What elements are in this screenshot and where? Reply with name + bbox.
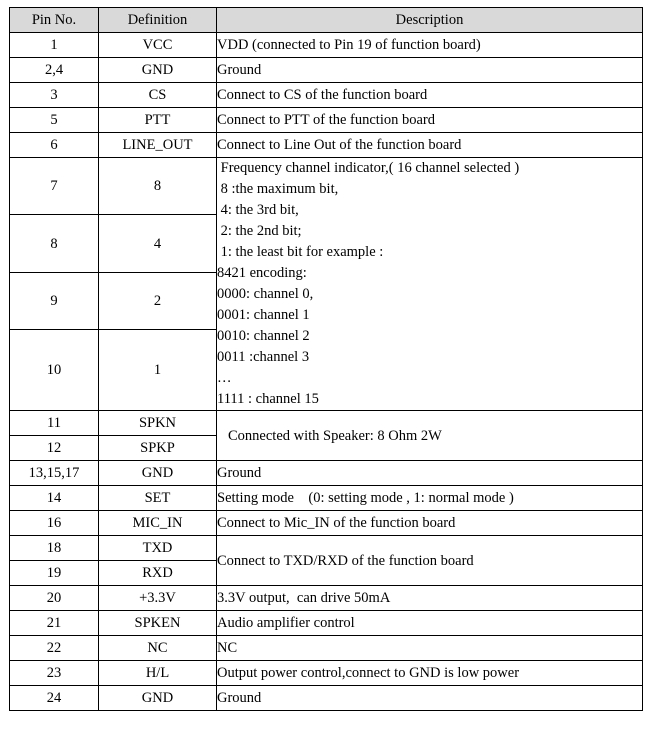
pin-description: Ground <box>217 686 643 711</box>
pin-description: Connect to PTT of the function board <box>217 108 643 133</box>
pin-number: 10 <box>10 330 99 411</box>
pin-number: 23 <box>10 661 99 686</box>
table-row <box>10 158 643 215</box>
freq-line: 8421 encoding: <box>217 265 307 281</box>
pin-description: VDD (connected to Pin 19 of function board) <box>217 33 643 58</box>
pin-number: 1 <box>10 33 99 58</box>
freq-line: … <box>217 370 232 386</box>
pin-definition: RXD <box>99 561 217 586</box>
freq-line: 2: the 2nd bit; <box>217 223 302 239</box>
speaker-description: Connected with Speaker: 8 Ohm 2W <box>217 411 643 461</box>
pin-definition: TXD <box>99 536 217 561</box>
pin-description: Ground <box>217 58 643 83</box>
pin-description: Connect to Mic_IN of the function board <box>217 511 643 536</box>
pin-description: Connect to CS of the function board <box>217 83 643 108</box>
freq-line: 0010: channel 2 <box>217 328 310 344</box>
freq-line: 8 :the maximum bit, <box>217 181 339 197</box>
pin-definition: GND <box>99 461 217 486</box>
pin-number: 16 <box>10 511 99 536</box>
table-row <box>10 661 643 686</box>
frequency-channel-description <box>217 158 643 411</box>
pin-description: Connect to Line Out of the function board <box>217 133 643 158</box>
freq-line: 1: the least bit for example : <box>217 244 384 260</box>
pin-definition: 8 <box>99 158 217 215</box>
pin-definition: SPKP <box>99 436 217 461</box>
pin-number: 21 <box>10 611 99 636</box>
table-row <box>10 586 643 611</box>
pin-description: Setting mode (0: setting mode , 1: normal mode ) <box>217 486 643 511</box>
table-row <box>10 536 643 561</box>
freq-line: 1111 : channel 15 <box>217 391 319 407</box>
pin-number: 2,4 <box>10 58 99 83</box>
table-row <box>10 33 643 58</box>
pin-number: 22 <box>10 636 99 661</box>
pin-definition: 4 <box>99 215 217 272</box>
table-row <box>10 511 643 536</box>
freq-line: Frequency channel indicator,( 16 channel selected ) <box>217 160 520 176</box>
pin-description: NC <box>217 636 643 661</box>
pin-number: 24 <box>10 686 99 711</box>
pin-definition: GND <box>99 58 217 83</box>
pin-number: 18 <box>10 536 99 561</box>
table-row <box>10 133 643 158</box>
pin-definition: LINE_OUT <box>99 133 217 158</box>
table-row <box>10 611 643 636</box>
table-row <box>10 686 643 711</box>
pin-description: 3.3V output, can drive 50mA <box>217 586 643 611</box>
pin-number: 9 <box>10 272 99 329</box>
header-pin-no: Pin No. <box>10 8 99 33</box>
pin-table-wrapper <box>9 7 643 711</box>
pin-number: 7 <box>10 158 99 215</box>
table-row <box>10 58 643 83</box>
pin-definition: GND <box>99 686 217 711</box>
freq-line: 4: the 3rd bit, <box>217 202 299 218</box>
table-row <box>10 83 643 108</box>
pin-number: 12 <box>10 436 99 461</box>
pin-definition: H/L <box>99 661 217 686</box>
pin-number: 19 <box>10 561 99 586</box>
pin-definition: NC <box>99 636 217 661</box>
pin-description: Ground <box>217 461 643 486</box>
pin-definition: SPKEN <box>99 611 217 636</box>
pin-number: 8 <box>10 215 99 272</box>
pin-number: 3 <box>10 83 99 108</box>
pin-definition: 1 <box>99 330 217 411</box>
pin-number: 14 <box>10 486 99 511</box>
pin-number: 6 <box>10 133 99 158</box>
pin-definition: +3.3V <box>99 586 217 611</box>
freq-line: 0000: channel 0, <box>217 286 314 302</box>
uart-description: Connect to TXD/RXD of the function board <box>217 536 643 586</box>
pin-number: 5 <box>10 108 99 133</box>
pin-definition-table <box>9 7 643 711</box>
pin-definition: 2 <box>99 272 217 329</box>
pin-definition: SET <box>99 486 217 511</box>
freq-line: 0001: channel 1 <box>217 307 310 323</box>
table-row <box>10 486 643 511</box>
header-description: Description <box>217 8 643 33</box>
table-row <box>10 461 643 486</box>
pin-definition: MIC_IN <box>99 511 217 536</box>
table-header-row <box>10 8 643 33</box>
pin-number: 20 <box>10 586 99 611</box>
freq-line: 0011 :channel 3 <box>217 349 310 365</box>
header-definition: Definition <box>99 8 217 33</box>
pin-definition: SPKN <box>99 411 217 436</box>
pin-description: Audio amplifier control <box>217 611 643 636</box>
pin-definition: CS <box>99 83 217 108</box>
pin-description: Output power control,connect to GND is low power <box>217 661 643 686</box>
pin-number: 11 <box>10 411 99 436</box>
pin-definition: VCC <box>99 33 217 58</box>
pin-definition: PTT <box>99 108 217 133</box>
table-row <box>10 411 643 436</box>
table-row <box>10 636 643 661</box>
table-row <box>10 108 643 133</box>
pin-number: 13,15,17 <box>10 461 99 486</box>
